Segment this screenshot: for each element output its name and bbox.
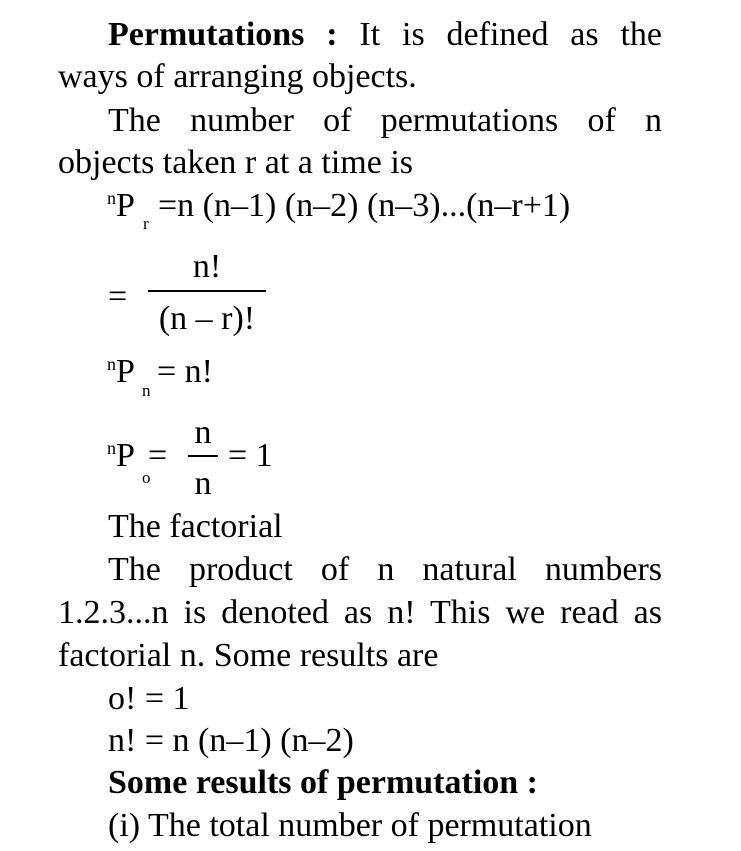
np0-symbol (107, 436, 135, 480)
fraction-numerator: n! (192, 248, 222, 285)
npn-sub: n (142, 381, 151, 400)
np0-sub: o (142, 468, 151, 487)
np0-numerator: n (194, 414, 212, 451)
results-heading-text: Some results of permutation : (108, 764, 538, 801)
npr-rhs: =n (n–1) (n–2) (n–3)...(n–r+1) (158, 187, 571, 224)
np0-result: = 1 (228, 437, 273, 474)
np0-denominator: n (194, 465, 212, 502)
np0-equals: = (148, 437, 168, 474)
results-heading (108, 763, 538, 803)
npr-symbol (107, 186, 135, 230)
npr-letter: P (116, 187, 135, 224)
np0-pre: n (107, 438, 116, 458)
npn-letter: P (116, 353, 135, 390)
fraction-bar (148, 290, 266, 292)
np0-fraction-bar (188, 455, 218, 457)
permutations-term: Permutations : (108, 16, 338, 53)
definition-line-1 (108, 15, 662, 55)
fraction-equals: = (108, 278, 128, 315)
factorial-line-3: factorial n. Some results are (58, 637, 439, 674)
npn-rhs: = n! (157, 353, 213, 390)
npn-symbol (107, 352, 135, 396)
factorial-line-1: The product of n natural numbers (108, 551, 662, 588)
np0-letter: P (116, 437, 135, 474)
factorial-line-2: 1.2.3...n is denoted as n! This we read as (58, 594, 662, 631)
npn-pre: n (107, 354, 116, 374)
fraction-denominator: (n – r)! (158, 300, 256, 337)
factorial-result-1: o! = 1 (108, 680, 190, 717)
factorial-result-2: n! = n (n–1) (n–2) (108, 722, 354, 759)
definition-text: It is defined as the (359, 16, 663, 53)
npr-sub: r (143, 214, 149, 233)
number-line-1: The number of permutations of n (108, 102, 662, 139)
definition-line-2: ways of arranging objects. (58, 58, 417, 95)
factorial-heading: The factorial (108, 508, 283, 545)
npr-pre: n (107, 188, 116, 208)
number-line-2: objects taken r at a time is (58, 144, 413, 181)
results-item-1: (i) The total number of permutation (108, 807, 592, 844)
